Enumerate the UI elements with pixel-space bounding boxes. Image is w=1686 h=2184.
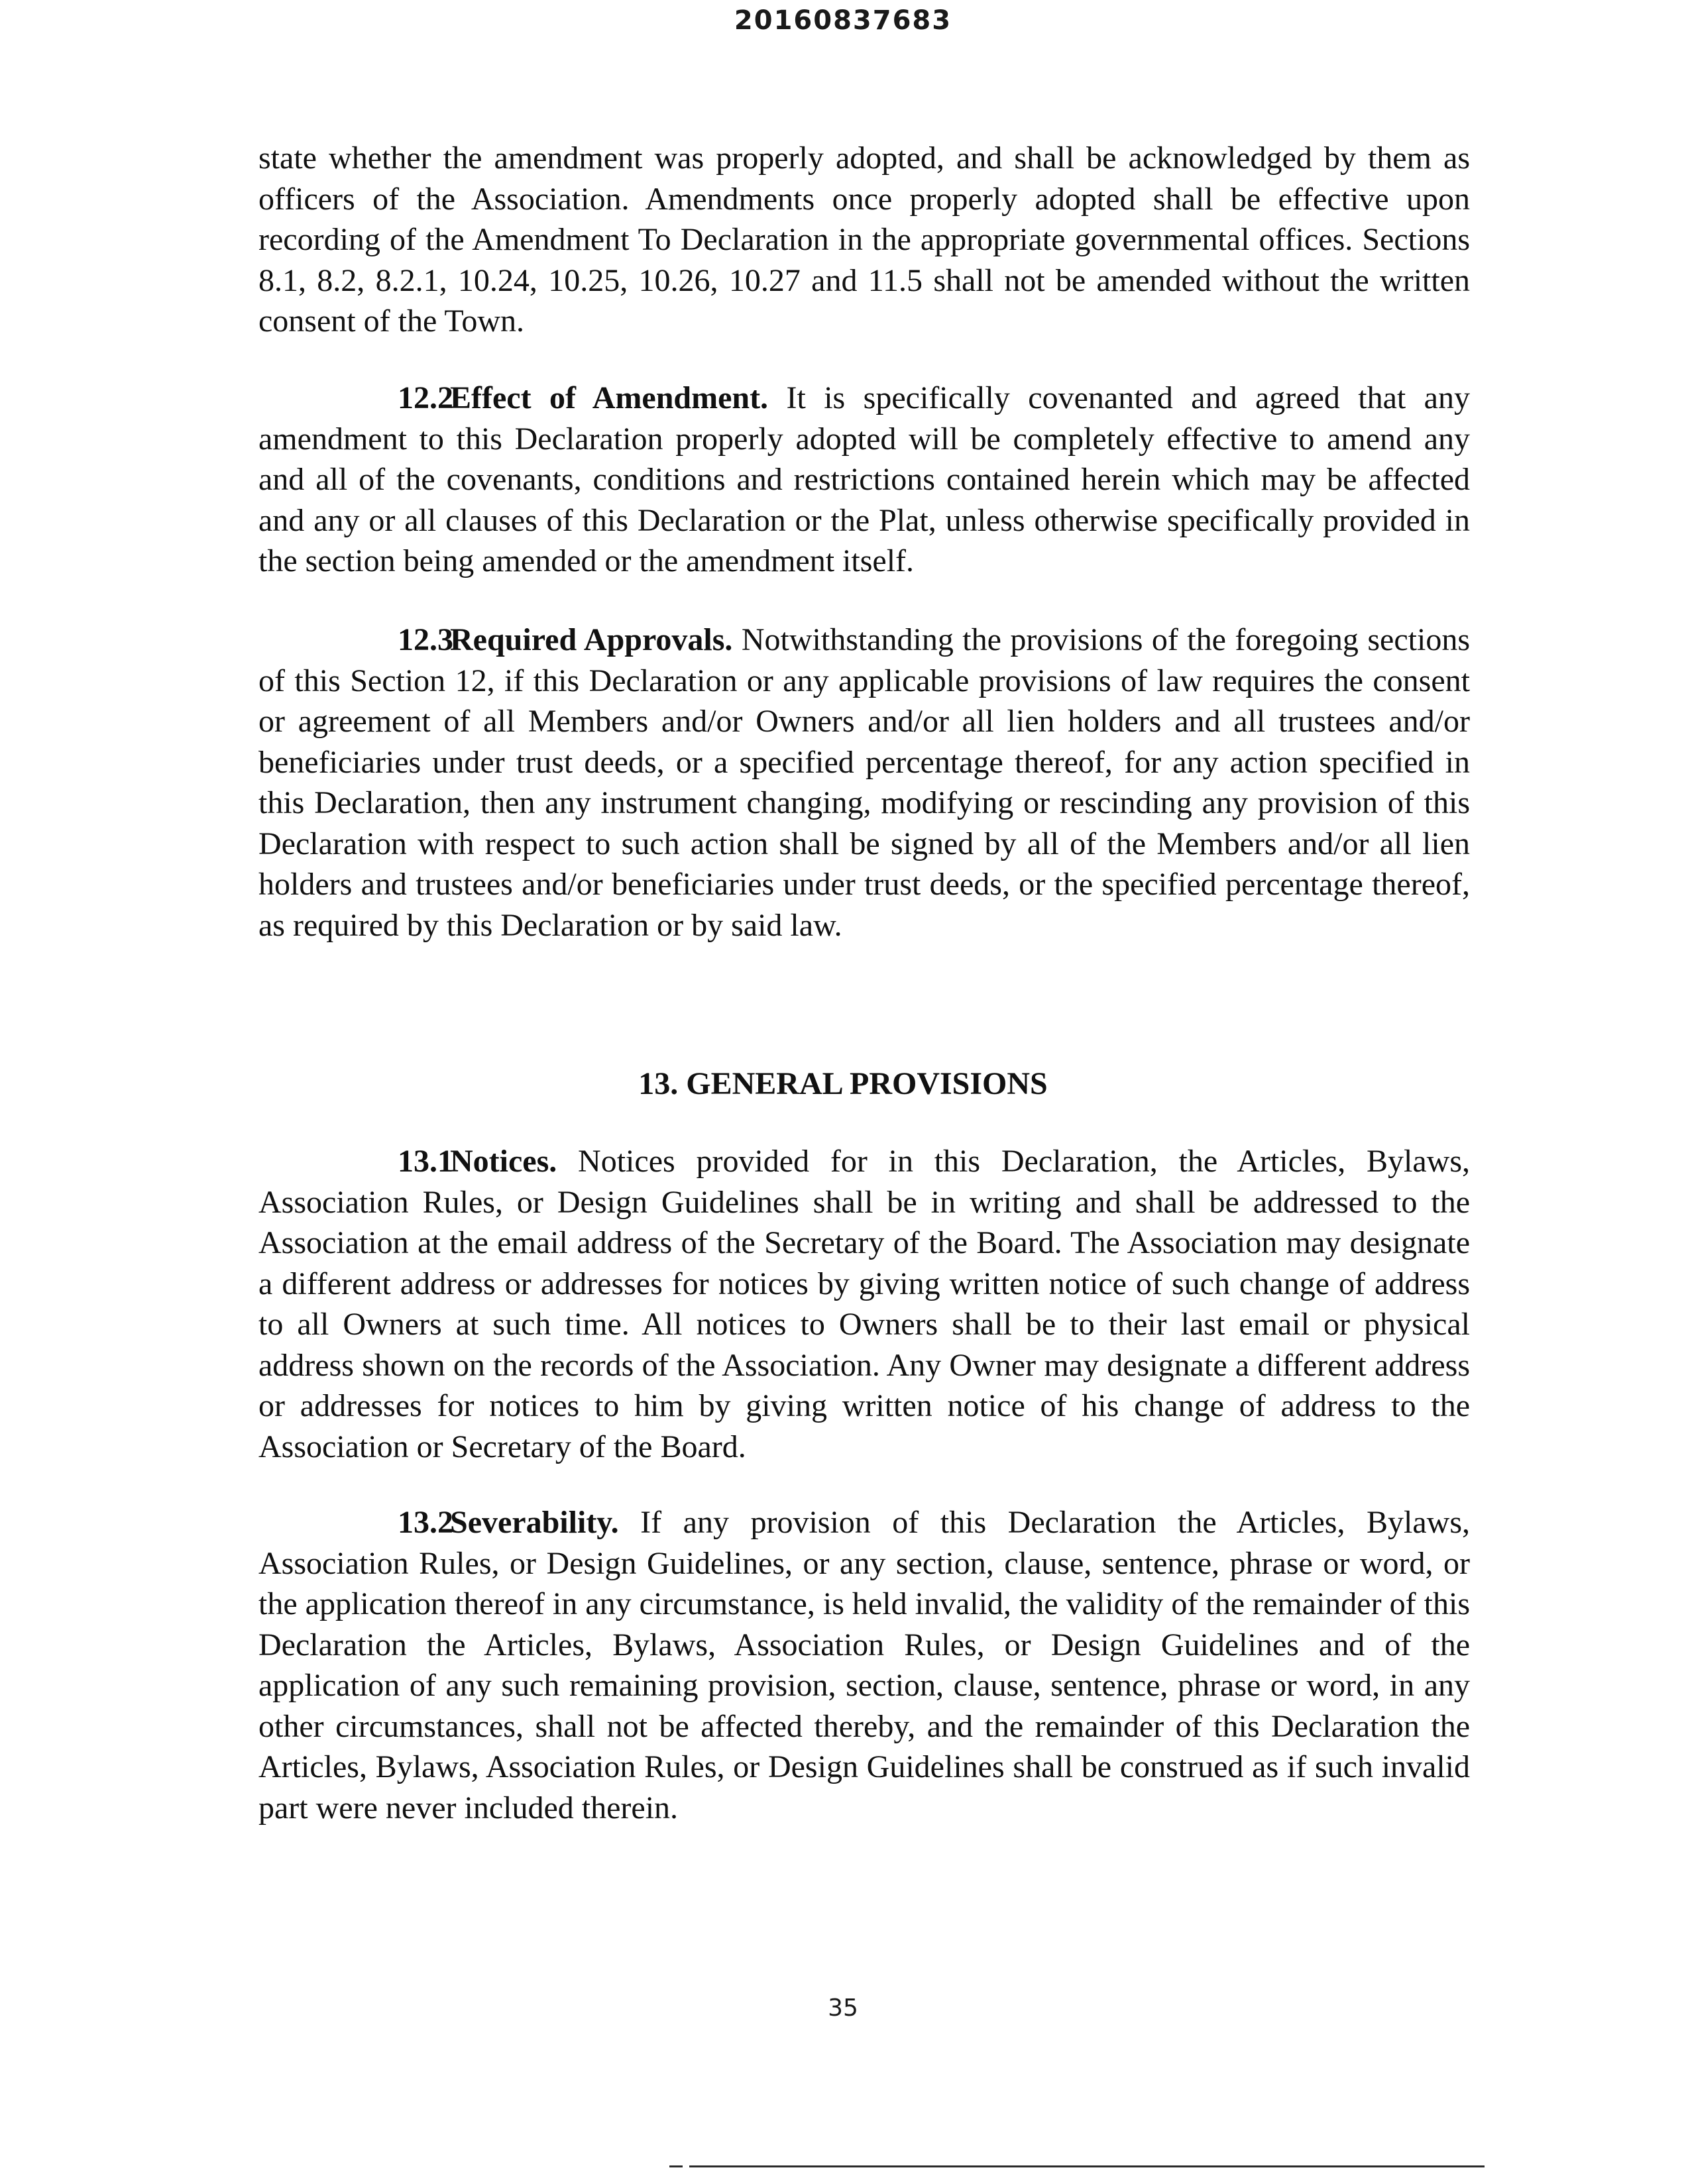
page-number: 35 (828, 1994, 858, 2022)
section-heading: Effect of Amendment. (450, 380, 769, 415)
document-id-header: 20160837683 (734, 5, 952, 36)
section-heading: Severability. (450, 1505, 619, 1540)
section-number: 13.1 (398, 1144, 453, 1179)
section-heading: Required Approvals. (450, 622, 733, 657)
section-text: If any provision of this Declaration the Articles, Bylaws, Association Rules, or Design Guidelines, or any section, clause, sentence, phrase or word, or the application thereof in any circumstance, is held invalid, the validity of the remainder of this Declaration the Articles, Bylaws, Association Rules, or Design Guidelines and of the application of any such remaining provision, section, clause, sentence, phrase or word, in any other circumstances, shall not be affected thereby, and the remainder of this Declaration the Articles, Bylaws, Association Rules, or Design Guidelines shall be construed as if such invalid part were never included therein. (258, 1505, 1470, 1826)
section-number: 13.2 (398, 1505, 453, 1540)
section-number: 12.2 (398, 380, 453, 415)
paragraph-amendment-continuation (258, 138, 1470, 342)
section-12-2 (258, 378, 1470, 582)
section-text: Notwithstanding the provisions of the foregoing sections of this Section 12, if this Declaration or any applicable provisions of law requires the consent or agreement of all Members and/or Owners and/or all lien holders and all trustees and/or beneficiaries under trust deeds, or a specified percentage thereof, for any action specified in this Declaration, then any instrument changing, modifying or rescinding any provision of this Declaration with respect to such action shall be signed by all of the Members and/or all lien holders and trustees and/or beneficiaries under trust deeds, or the specified percentage thereof, as required by this Declaration or by said law. (258, 622, 1470, 943)
section-heading: Notices. (450, 1144, 557, 1179)
section-13-1 (258, 1141, 1470, 1467)
section-text: It is specifically covenanted and agreed that any amendment to this Declaration properly adopted will be completely effective to amend any and all of the covenants, conditions and restrictions contained herein which may be affected and any or all clauses of this Declaration or the Plat, unless otherwise specifically provided in the section being amended or the amendment itself. (258, 380, 1470, 578)
section-13-2 (258, 1502, 1470, 1828)
section-text: Notices provided for in this Declaration, the Articles, Bylaws, Association Rules, or Design Guidelines shall be in writing and shall be addressed to the Association at the email address of the Secretary of the Board. The Association may designate a different address or addresses for notices by giving written notice of such change of address to all Owners at such time. All notices to Owners shall be to their last email or physical address shown on the records of the Association. Any Owner may designate a different address or addresses for notices to him by giving written notice of his change of address to the Association or Secretary of the Board. (258, 1144, 1470, 1464)
section-number: 12.3 (398, 622, 453, 657)
footer-rule-short (669, 2165, 683, 2167)
section-12-3 (258, 620, 1470, 946)
footer-rule (689, 2165, 1485, 2167)
section-13-title: 13. GENERAL PROVISIONS (638, 1066, 1048, 1101)
paragraph-text: state whether the amendment was properly adopted, and shall be acknowledged by them as officers of the Association. Amendments once properly adopted shall be effective upon recording of the Amendment To Declaration in the appropriate governmental offices. Sections 8.1, 8.2, 8.2.1, 10.24, 10.25, 10.26, 10.27 and 11.5 shall not be amended without the written consent of the Town. (258, 140, 1470, 339)
